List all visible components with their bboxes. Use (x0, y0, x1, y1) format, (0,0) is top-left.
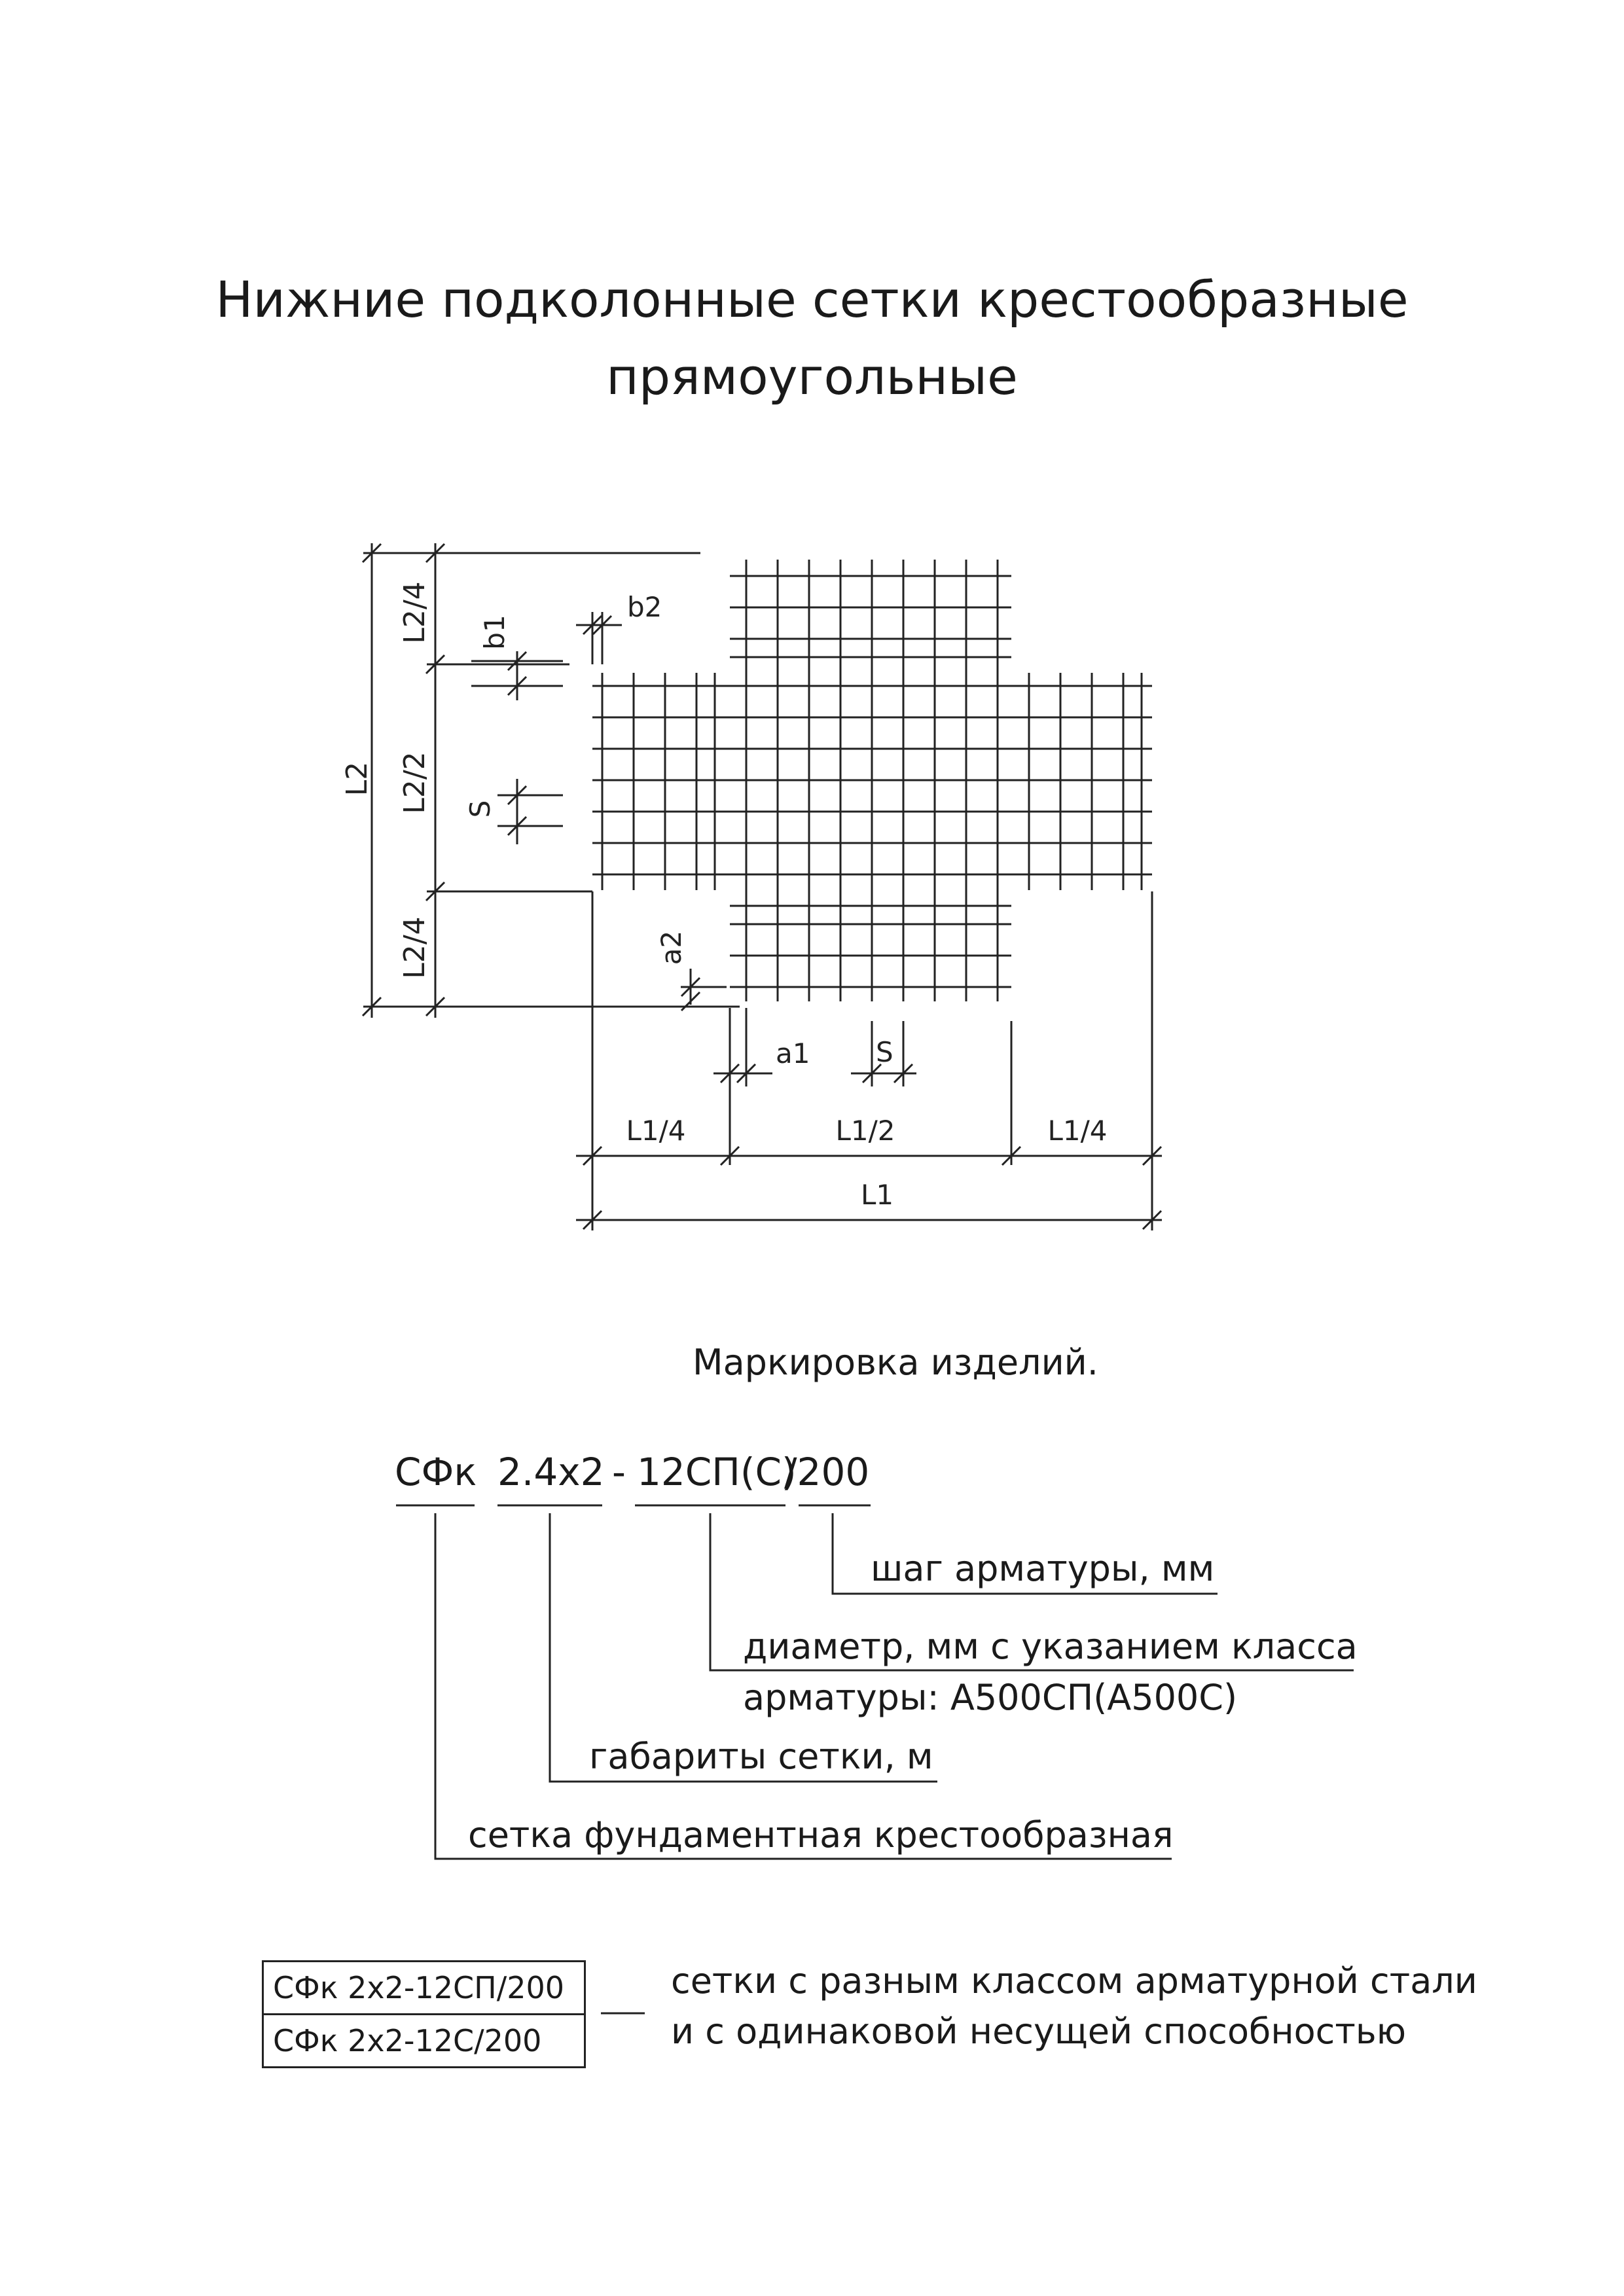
table-row (263, 1962, 585, 2015)
dim-label-l1: L1 (860, 1179, 894, 1211)
dim-label-a2: a2 (655, 930, 687, 965)
code-dash: - (612, 1450, 626, 1494)
dim-label-l2-half: L2/2 (398, 751, 431, 814)
dim-label-b2: b2 (627, 591, 662, 623)
dim-label-a1: a1 (776, 1037, 810, 1069)
legend-step: шаг арматуры, мм (871, 1548, 1215, 1589)
code-step: /200 (784, 1450, 870, 1494)
legend-size: габариты сетки, м (589, 1736, 933, 1777)
page-subtitle: прямоугольные (606, 348, 1018, 406)
equivalence-note-line1: сетки с разным классом арматурной стали (671, 1960, 1477, 2001)
dim-label-l2-quarter-top: L2/4 (398, 581, 431, 644)
dim-label-s-vertical: S (464, 800, 496, 818)
dim-label-b1: b1 (478, 615, 511, 650)
dim-label-l1-half: L1/2 (835, 1115, 895, 1147)
table-cell: СФк 2х2-12СП/200 (263, 1962, 585, 2015)
legend-type: сетка фундаментная крестообразная (468, 1814, 1174, 1856)
dim-label-l2: L2 (340, 761, 374, 797)
table-row (263, 2015, 585, 2068)
page-title: Нижние подколонные сетки крестообразные (215, 270, 1409, 329)
table-cell: СФк 2х2-12С/200 (263, 2015, 585, 2068)
legend-diameter-line2: арматуры: А500СП(А500С) (743, 1677, 1238, 1718)
equivalence-table (262, 1960, 586, 2068)
code-size: 2.4х2 (497, 1450, 605, 1494)
equivalence-note-line2: и с одинаковой несущей способностью (671, 2011, 1407, 2052)
marking-heading: Маркировка изделий. (693, 1342, 1098, 1383)
dim-label-l2-quarter-bottom: L2/4 (398, 916, 431, 979)
dim-label-l1-quarter-right: L1/4 (1047, 1115, 1108, 1147)
code-prefix: СФк (395, 1450, 477, 1494)
legend-diameter-line1: диаметр, мм с указанием класса (743, 1626, 1358, 1667)
dim-label-l1-quarter-left: L1/4 (626, 1115, 686, 1147)
dim-label-s-horizontal: S (876, 1036, 893, 1068)
code-diameter: 12СП(С) (637, 1450, 797, 1494)
